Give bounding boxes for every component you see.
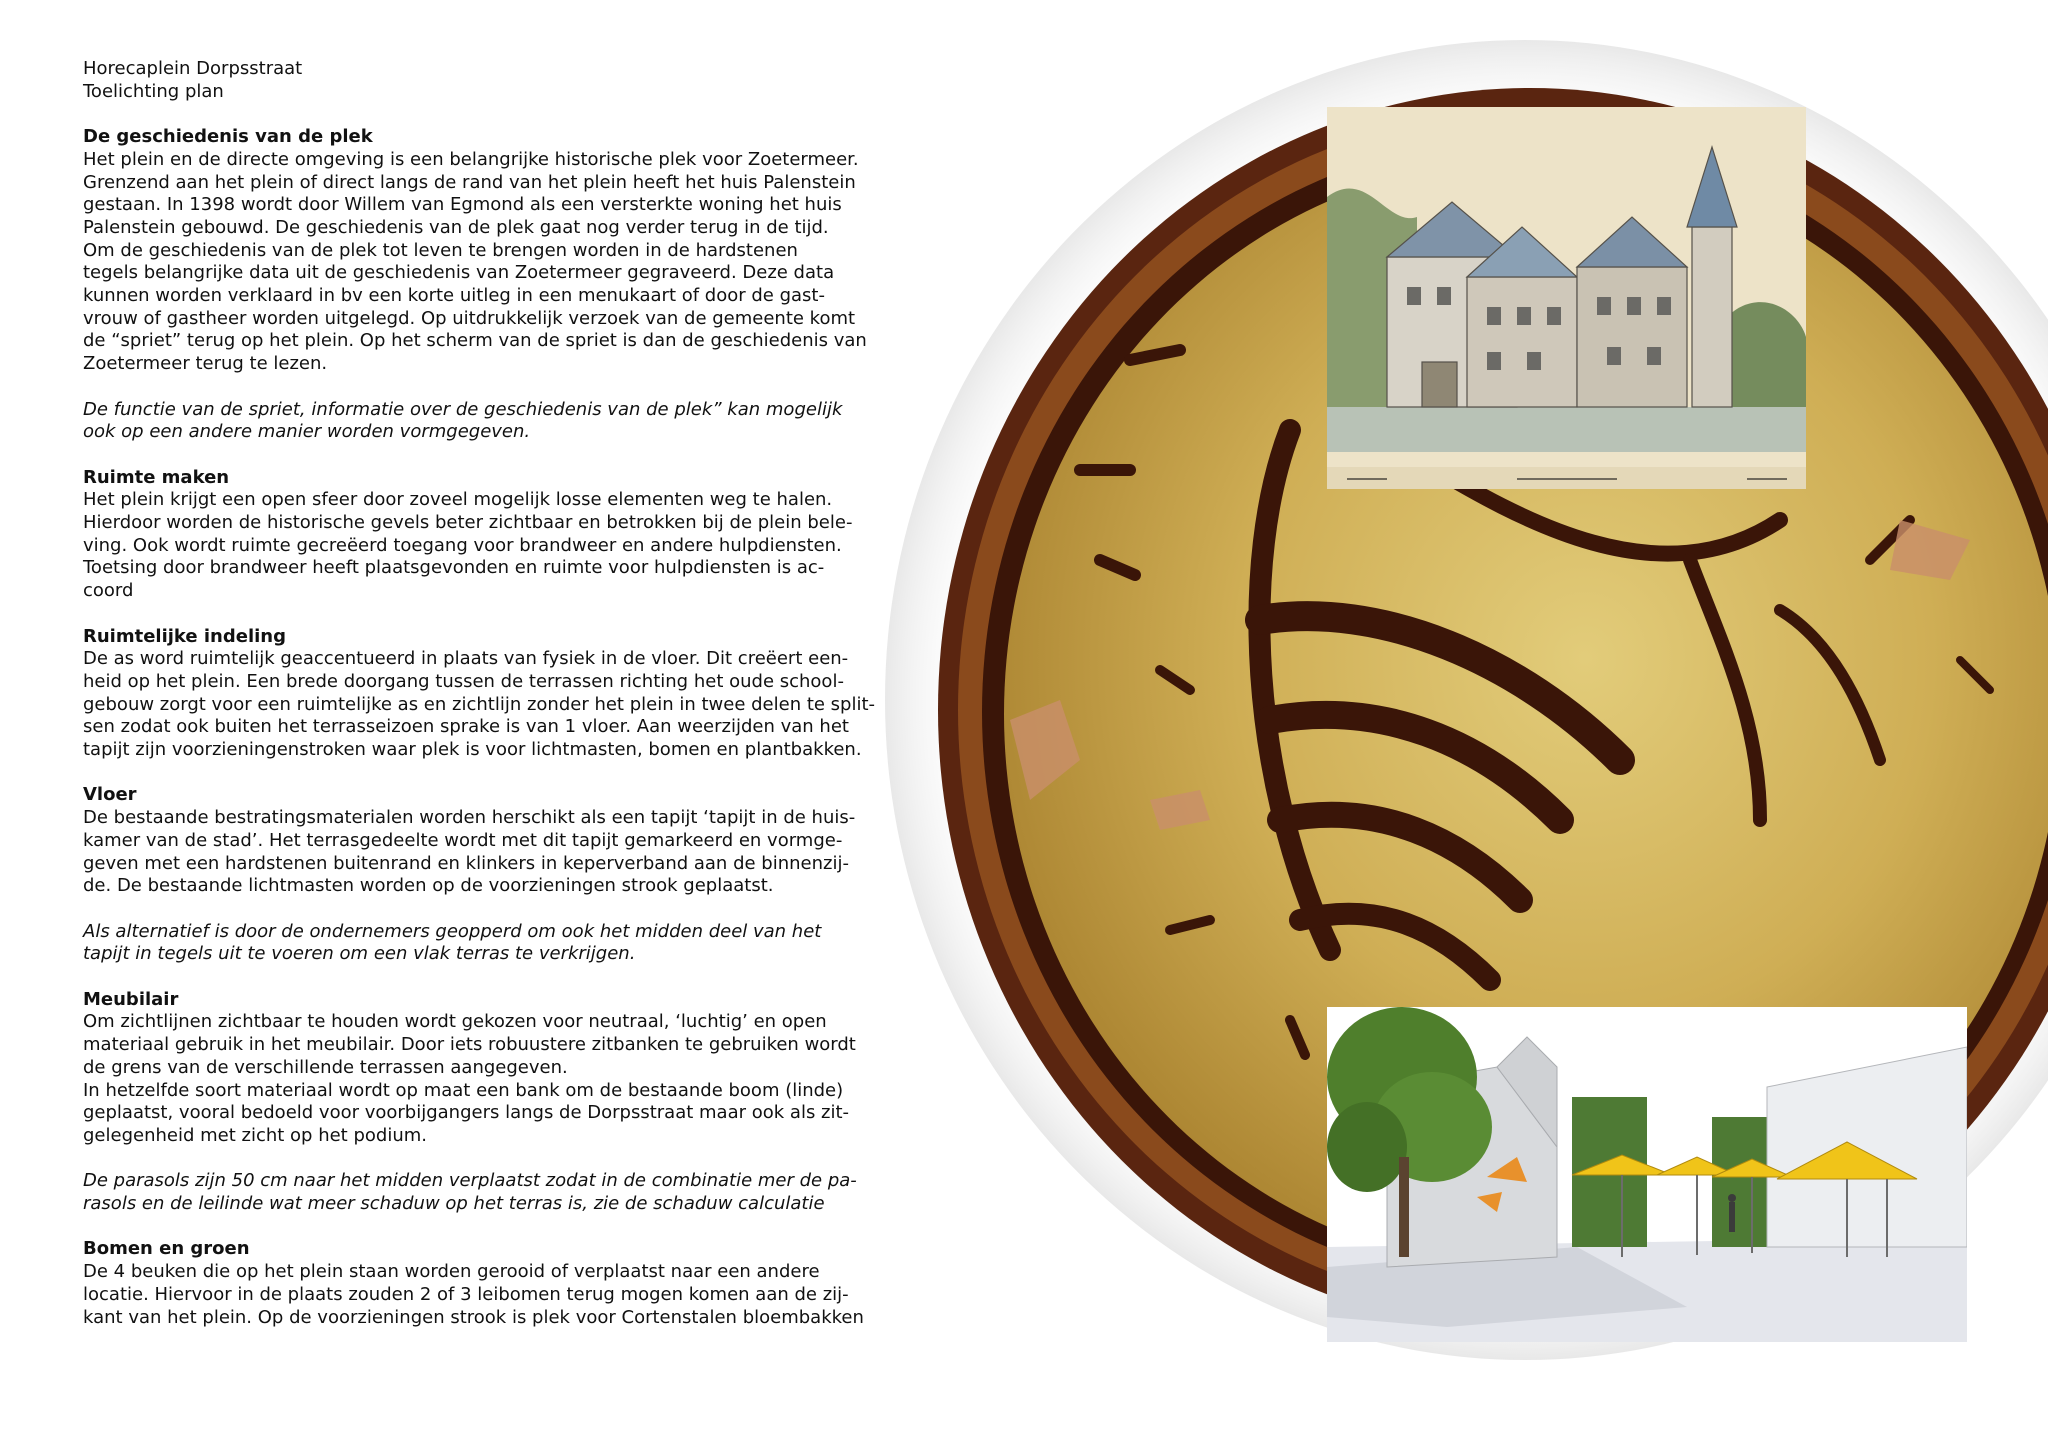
text-line: Om de geschiedenis van de plek tot leven te brengen worden in de hardstenen <box>83 239 798 261</box>
text-line: coord <box>83 580 134 602</box>
section-ruimtelijke-indeling <box>83 626 888 762</box>
text-line: vrouw of gastheer worden uitgelegd. Op uitdrukkelijk verzoek van de gemeente komt <box>83 307 856 329</box>
text-line: kant van het plein. Op de voorzieningen strook is plek voor Cortenstalen bloembakken <box>83 1306 864 1328</box>
page-header <box>83 58 888 103</box>
meubilair-note <box>83 1170 888 1215</box>
text-line: Het plein en de directe omgeving is een belangrijke historische plek voor Zoetermeer. <box>83 148 859 170</box>
text-line: In hetzelfde soort materiaal wordt op maat een bank om de bestaande boom (linde) <box>83 1079 844 1101</box>
section-heading: De geschiedenis van de plek <box>83 126 373 148</box>
text-line: Hierdoor worden de historische gevels beter zichtbaar en betrokken bij de plein bele- <box>83 512 853 534</box>
text-line: Zoetermeer terug te lezen. <box>83 353 328 375</box>
section-heading: Meubilair <box>83 988 179 1010</box>
text-line: Palenstein gebouwd. De geschiedenis van de plek gaat nog verder terug in de tijd. <box>83 216 829 238</box>
note-line: ook op een andere manier worden vormgegeven. <box>83 421 531 443</box>
text-line: geven met een hardstenen buitenrand en klinkers in keperverband aan de binnenzij- <box>83 852 849 874</box>
text-line: Het plein krijgt een open sfeer door zoveel mogelijk losse elementen weg te halen. <box>83 489 833 511</box>
plaza-render-image <box>1327 1007 1967 1342</box>
text-line: de. De bestaande lichtmasten worden op de voorzieningen strook geplaatst. <box>83 875 774 897</box>
text-line: De 4 beuken die op het plein staan worden gerooid of verplaatst naar een andere <box>83 1261 820 1283</box>
note-line: tapijt in tegels uit te voeren om een vlak terras te verkrijgen. <box>83 943 636 965</box>
vloer-note <box>83 921 888 966</box>
note-line: De parasols zijn 50 cm naar het midden verplaatst zodat in de combinatie mer de pa- <box>83 1170 857 1192</box>
text-line: De as word ruimtelijk geaccentueerd in plaats van fysiek in de vloer. Dit creëert een- <box>83 648 849 670</box>
text-line: kamer van de stad’. Het terrasgedeelte wordt met dit tapijt gemarkeerd en vormge- <box>83 829 843 851</box>
text-line: gebouw zorgt voor een ruimtelijke as en zichtlijn zonder het plein in twee delen te split- <box>83 693 876 715</box>
section-vloer <box>83 784 888 898</box>
castle-drawing-image <box>1327 107 1806 489</box>
text-line: Toetsing door brandweer heeft plaatsgevonden en ruimte voor hulpdiensten is ac- <box>83 557 825 579</box>
section-ruimte-maken <box>83 467 888 603</box>
header-title: Horecaplein Dorpsstraat <box>83 58 303 79</box>
text-line: ving. Ook wordt ruimte gecreëerd toegang voor brandweer en andere hulpdiensten. <box>83 534 842 556</box>
text-line: gestaan. In 1398 wordt door Willem van Egmond als een versterkte woning het huis <box>83 194 842 216</box>
text-line: de grens van de verschillende terrassen aangegeven. <box>83 1056 568 1078</box>
section-history <box>83 126 888 376</box>
text-line: Om zichtlijnen zichtbaar te houden wordt gekozen voor neutraal, ‘luchtig’ en open <box>83 1011 827 1033</box>
header-subtitle: Toelichting plan <box>83 80 224 102</box>
note-line: Als alternatief is door de ondernemers geopperd om ook het midden deel van het <box>83 920 822 942</box>
note-line: rasols en de leilinde wat meer schaduw op het terras is, zie de schaduw calculatie <box>83 1193 825 1215</box>
text-line: materiaal gebruik in het meubilair. Door iets robuustere zitbanken te gebruiken wordt <box>83 1034 856 1056</box>
note-line: De functie van de spriet, informatie over de geschiedenis van de plek” kan mogelijk <box>83 398 843 420</box>
text-line: kunnen worden verklaard in bv een korte uitleg in een menukaart of door de gast- <box>83 285 825 307</box>
text-line: gelegenheid met zicht op het podium. <box>83 1124 427 1146</box>
text-line: sen zodat ook buiten het terrasseizoen sprake is van 1 vloer. Aan weerzijden van het <box>83 716 849 738</box>
section-bomen-en-groen <box>83 1238 888 1329</box>
text-line: Grenzend aan het plein of direct langs de rand van het plein heeft het huis Palenstein <box>83 171 856 193</box>
text-line: de “spriet” terug op het plein. Op het scherm van de spriet is dan de geschiedenis van <box>83 330 867 352</box>
text-line: locatie. Hiervoor in de plaats zouden 2 of 3 leibomen terug mogen komen aan de zij- <box>83 1283 849 1305</box>
section-heading: Ruimtelijke indeling <box>83 625 287 647</box>
section-heading: Vloer <box>83 784 137 806</box>
history-note <box>83 399 888 444</box>
section-heading: Bomen en groen <box>83 1238 250 1260</box>
section-meubilair <box>83 989 888 1148</box>
explanation-text <box>83 58 888 1352</box>
text-line: De bestaande bestratingsmaterialen worden herschikt als een tapijt ‘tapijt in de huis- <box>83 807 856 829</box>
text-line: tegels belangrijke data uit de geschiedenis van Zoetermeer gegraveerd. Deze data <box>83 262 835 284</box>
text-line: heid op het plein. Een brede doorgang tussen de terrassen richting het oude school- <box>83 670 844 692</box>
text-line: tapijt zijn voorzieningenstroken waar plek is voor lichtmasten, bomen en plantbakken. <box>83 739 862 761</box>
section-heading: Ruimte maken <box>83 466 230 488</box>
text-line: geplaatst, vooral bedoeld voor voorbijgangers langs de Dorpsstraat maar ook als zit- <box>83 1102 850 1124</box>
